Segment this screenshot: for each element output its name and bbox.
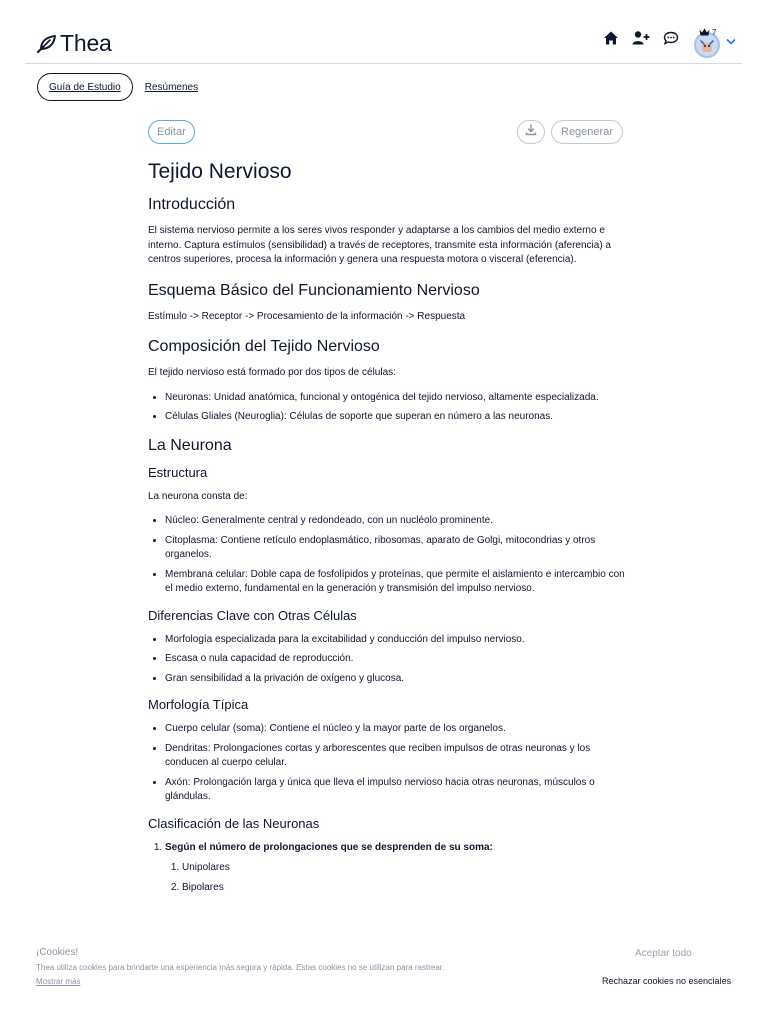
cookie-title: ¡Cookies! [36, 947, 79, 958]
cookie-more-link[interactable]: Mostrar más [36, 977, 81, 986]
list-item: • Citoplasma: Contiene retículo endoplasmático, ribosomas, aparato de Golgi, mitocondrias y otros organelos. [165, 534, 628, 563]
regenerate-button[interactable]: Regenerar [551, 120, 623, 144]
home-icon[interactable] [600, 27, 622, 49]
list-item: • Cuerpo celular (soma): Contiene el núcleo y la mayor parte de los organelos. [165, 722, 628, 737]
list-item: 2. Bipolares [182, 881, 628, 896]
header-actions [592, 24, 736, 52]
chat-icon[interactable] [660, 27, 682, 49]
download-button[interactable] [517, 120, 545, 144]
classification-criterion: Según el número de prolongaciones que se desprenden de su soma: [165, 841, 493, 853]
intro-paragraph: El sistema nervioso permite a los seres vivos responder y adaptarse a los cambios del medio externo e interno. Captura estímulos (sensibilidad) a través de receptores, transmite esta información (aferencia) a centros superiores, procesa la información y genera una respuesta motora o visceral (eferencia). [148, 225, 611, 265]
section-heading-la-neurona: La Neurona [148, 436, 232, 454]
logo-text: Thea [60, 30, 112, 56]
differences-list [148, 633, 628, 687]
crown-badge [699, 23, 716, 41]
list-item: • Axón: Prolongación larga y única que lleva el impulso nervioso hacia otras neuronas, músculos o glándulas. [165, 776, 628, 805]
document-title: Tejido Nervioso [148, 160, 292, 183]
schema-paragraph: Estímulo -> Receptor -> Procesamiento de la información -> Respuesta [148, 310, 466, 322]
subheading-clasificacion: Clasificación de las Neuronas [148, 815, 320, 831]
classification-sub-list [165, 861, 628, 895]
list-item: • Membrana celular: Doble capa de fosfolípidos y proteínas, que permite el aislamiento e intercambio con el medio externo, fundamental en la generación y transmisión del impulso nervioso. [165, 568, 628, 597]
list-item: • Núcleo: Generalmente central y redondeado, con un nucléolo prominente. [165, 514, 628, 529]
crown-count: 7 [712, 27, 717, 37]
reject-cookies-button[interactable]: Rechazar cookies no esenciales [602, 976, 732, 986]
user-avatar-button[interactable] [694, 24, 722, 52]
classification-list [148, 841, 628, 896]
list-item: 1. Unipolares [182, 861, 628, 876]
list-item: • Escasa o nula capacidad de reproducción. [165, 652, 628, 667]
list-item: • Neuronas: Unidad anatómica, funcional y ontogénica del tejido nervioso, altamente especializada. [165, 391, 628, 406]
list-item: • Células Gliales (Neuroglia): Células de soporte que superan en número a las neuronas. [165, 410, 628, 425]
chevron-down-icon[interactable] [726, 33, 736, 51]
accept-cookies-button[interactable]: Aceptar todo [635, 948, 692, 959]
subheading-estructura: Estructura [148, 464, 208, 480]
study-guide-content [148, 158, 628, 895]
thea-logo[interactable] [35, 30, 112, 57]
list-item [165, 841, 628, 896]
section-tabs [37, 73, 198, 101]
cookie-text: Thea utiliza cookies para brindarte una experiencia más segura y rápida. Estas cookies no se utilizan para rastrear. [36, 963, 445, 972]
list-item: • Gran sensibilidad a la privación de oxígeno y glucosa. [165, 672, 628, 687]
composition-list [148, 391, 628, 425]
header-divider [25, 63, 742, 64]
section-heading-introduccion: Introducción [148, 196, 236, 213]
section-heading-esquema: Esquema Básico del Funcionamiento Nervioso [148, 281, 480, 299]
subheading-diferencias: Diferencias Clave con Otras Células [148, 607, 357, 623]
crown-icon [699, 23, 710, 41]
leaf-logo-icon [35, 33, 57, 55]
top-navigation-bar [0, 0, 768, 64]
section-heading-composicion: Composición del Tejido Nervioso [148, 338, 380, 355]
download-icon [525, 123, 537, 141]
list-item: • Dendritas: Prolongaciones cortas y arborescentes que reciben impulsos de otras neuronas y los conducen al cuerpo celular. [165, 742, 628, 771]
structure-paragraph: La neurona consta de: [148, 490, 248, 502]
add-user-icon[interactable] [630, 27, 652, 49]
subheading-morfologia: Morfología Típica [148, 697, 249, 712]
composition-paragraph: El tejido nervioso está formado por dos tipos de células: [148, 367, 396, 378]
structure-list [148, 514, 628, 597]
tab-guia-de-estudio[interactable]: Guía de Estudio [37, 73, 133, 101]
morphology-list [148, 722, 628, 805]
edit-button[interactable]: Editar [148, 120, 195, 144]
tab-resumenes[interactable]: Resúmenes [144, 81, 199, 93]
cookie-banner [0, 940, 768, 1024]
list-item: • Morfología especializada para la excitabilidad y conducción del impulso nervioso. [165, 633, 628, 648]
